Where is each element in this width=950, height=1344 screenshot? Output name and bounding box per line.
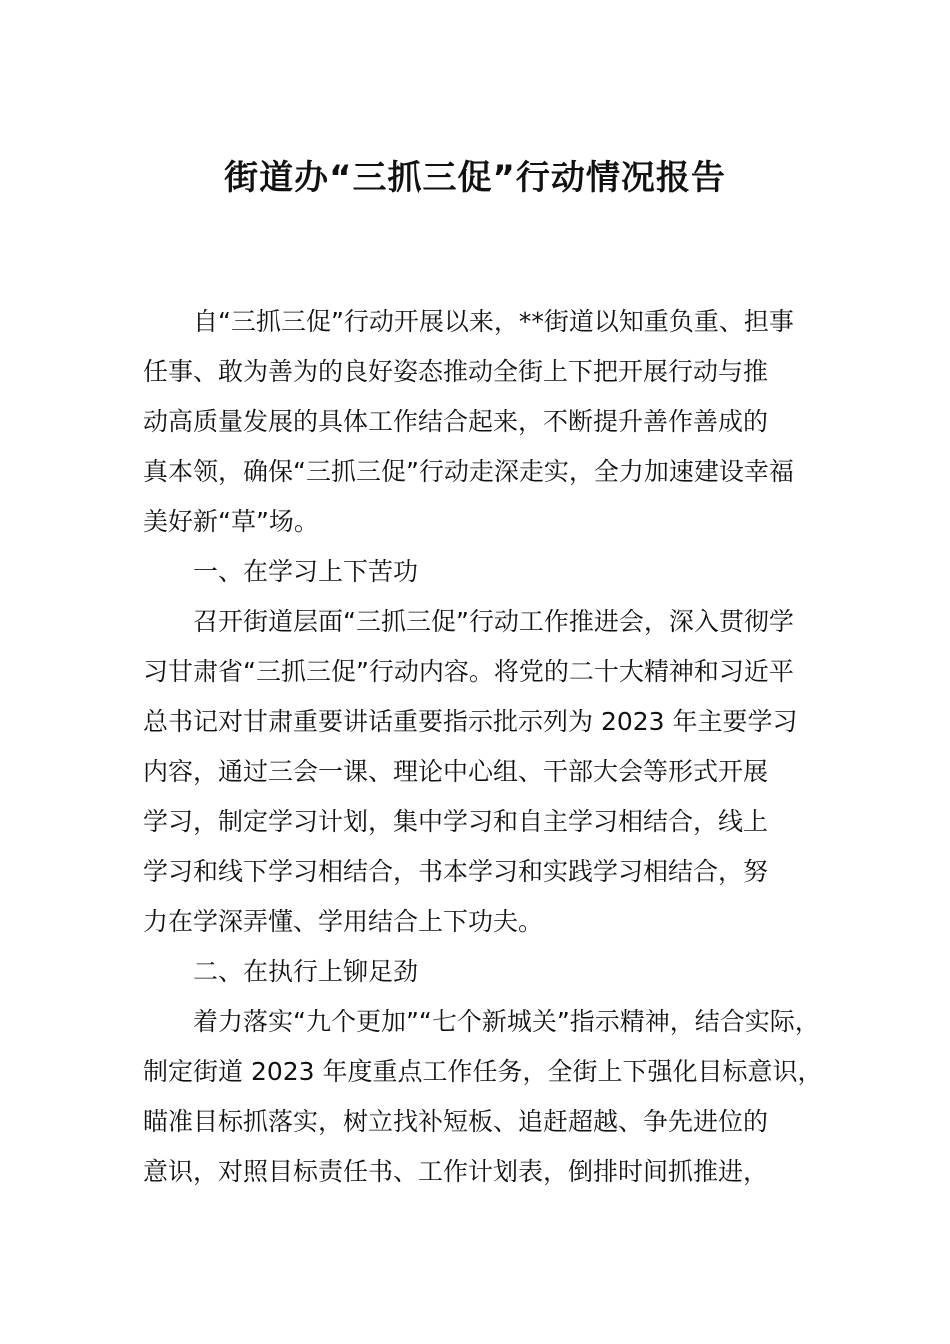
paragraph-line: 内容，通过三会一课、理论中心组、干部大会等形式开展 [143, 757, 769, 786]
paragraph-line: 瞄准目标抓落实，树立找补短板、追赶超越、争先进位的 [143, 1107, 769, 1136]
paragraph-line: 动高质量发展的具体工作结合起来，不断提升善作善成的 [143, 407, 769, 436]
section-heading: 一、在学习上下苦功 [193, 557, 419, 586]
paragraph-line: 着力落实“九个更加”“七个新城关”指示精神，结合实际， [193, 1007, 820, 1036]
paragraph-line: 意识，对照目标责任书、工作计划表，倒排时间抓推进， [143, 1157, 769, 1186]
paragraph-line: 自“三抓三促”行动开展以来，**街道以知重负重、担事 [193, 307, 794, 336]
paragraph-line: 总书记对甘肃重要讲话重要指示批示列为 2023 年主要学习 [143, 707, 798, 736]
paragraph-line: 学习，制定学习计划，集中学习和自主学习相结合，线上 [143, 807, 769, 836]
paragraph-line: 学习和线下学习相结合，书本学习和实践学习相结合，努 [143, 857, 769, 886]
section-heading: 二、在执行上铆足劲 [193, 957, 419, 986]
paragraph-line: 召开街道层面“三抓三促”行动工作推进会，深入贯彻学 [193, 607, 794, 636]
document-title: 街道办“三抓三促”行动情况报告 [224, 158, 726, 198]
paragraph-line: 习甘肃省“三抓三促”行动内容。将党的二十大精神和习近平 [143, 657, 794, 686]
paragraph-line: 力在学深弄懂、学用结合上下功夫。 [143, 907, 544, 936]
paragraph-line: 美好新“草”场。 [143, 507, 319, 536]
paragraph-line: 制定街道 2023 年度重点工作任务，全街上下强化目标意识， [143, 1057, 823, 1086]
document-body [143, 297, 843, 1197]
paragraph-line: 真本领，确保“三抓三促”行动走深走实，全力加速建设幸福 [143, 457, 794, 486]
paragraph-line: 任事、敢为善为的良好姿态推动全街上下把开展行动与推 [143, 357, 769, 386]
